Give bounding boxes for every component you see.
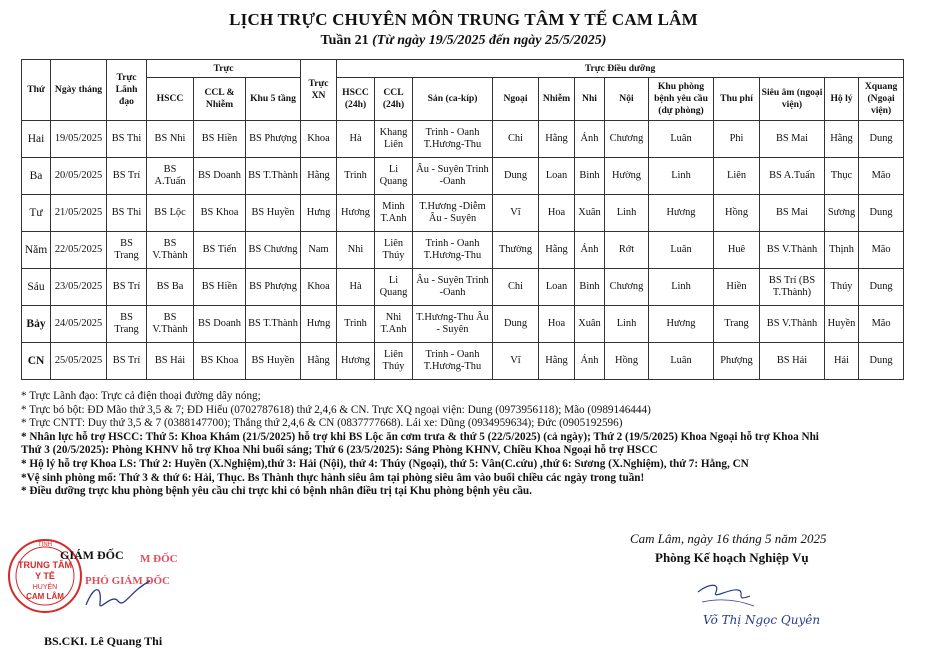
cell-ccl24: Liên Thúy xyxy=(375,343,413,380)
cell-sieu-am: BS V.Thành xyxy=(760,232,825,269)
cell-noi: Chương xyxy=(605,269,649,306)
cell-nhiem: Loan xyxy=(539,269,575,306)
cell-ccl24: Liên Thúy xyxy=(375,232,413,269)
cell-noi: Linh xyxy=(605,195,649,232)
cell-nhi: Ánh xyxy=(575,343,605,380)
cell-xquang: Mão xyxy=(859,232,904,269)
header-nursing: Trực Điều dưỡng xyxy=(337,60,904,78)
cell-xquang: Dung xyxy=(859,121,904,158)
cell-san: T.Hương -Diễm Âu - Suyên xyxy=(413,195,493,232)
cell-ngoai: Chi xyxy=(493,121,539,158)
cell-nhiem: Loan xyxy=(539,158,575,195)
cell-ccl24: Li Quang xyxy=(375,158,413,195)
note-line: * Trực bó bột: ĐD Mão thứ 3,5 & 7; ĐD Hiếu (0702787618) thứ 2,4,6 & CN. Trực XQ ngoại viện: Dung (0973956118); Mão (0989146444) xyxy=(21,403,651,416)
cell-day: Ba xyxy=(22,158,51,195)
cell-ccl: BS Khoa xyxy=(194,195,246,232)
table-row xyxy=(22,343,904,380)
cell-ngoai: Dung xyxy=(493,306,539,343)
cell-ho-ly: Hải xyxy=(825,343,859,380)
cell-xquang: Dung xyxy=(859,269,904,306)
note-line: * Trực Lãnh đạo: Trực cả điện thoại đường dây nóng; xyxy=(21,390,261,402)
cell-ho-ly: Huyền xyxy=(825,306,859,343)
cell-ccl: BS Tiến xyxy=(194,232,246,269)
cell-leader: BS Trí xyxy=(107,343,147,380)
note-line: * Hộ lý hỗ trợ Khoa LS: Thứ 2: Huyền (X.Nghiệm),thứ 3: Hải (Nội), thứ 4: Thúy (Ngoại), thứ 5: Vân(C.cứu) ,thứ 6: Sương (X.Nghiệm), thứ 7: Hằng, CN xyxy=(21,457,749,470)
schedule-rows xyxy=(22,121,904,380)
cell-noi: Hồng xyxy=(605,343,649,380)
cell-sieu-am: BS Mai xyxy=(760,195,825,232)
header-nhi: Nhi xyxy=(575,78,605,121)
cell-thu-phi: Huê xyxy=(714,232,760,269)
note-line: * Điều dưỡng trực khu phòng bệnh yêu cầu chỉ trực khi có bệnh nhân điều trị tại Khu phòng bệnh yêu cầu. xyxy=(21,485,532,498)
cell-date: 22/05/2025 xyxy=(51,232,107,269)
cell-nhi: Bình xyxy=(575,158,605,195)
cell-date: 20/05/2025 xyxy=(51,158,107,195)
cell-xn: Nam xyxy=(301,232,337,269)
header-ho-ly: Hộ lý xyxy=(825,78,859,121)
cell-ngoai: Chi xyxy=(493,269,539,306)
cell-khu-phong: Hương xyxy=(649,306,714,343)
cell-nhiem: Hoa xyxy=(539,195,575,232)
cell-ccl: BS Hiền xyxy=(194,269,246,306)
table-row xyxy=(22,121,904,158)
department-name: Phòng Kế hoạch Nghiệp Vụ xyxy=(655,550,809,565)
cell-date: 19/05/2025 xyxy=(51,121,107,158)
header-ccl24: CCL (24h) xyxy=(375,78,413,121)
cell-khu5: BS Chương xyxy=(246,232,301,269)
header-hscc24: HSCC (24h) xyxy=(337,78,375,121)
header-xquang: Xquang (Ngoại viện) xyxy=(859,78,904,121)
svg-text:TRUNG TÂM: TRUNG TÂM xyxy=(18,560,72,570)
cell-thu-phi: Hồng xyxy=(714,195,760,232)
cell-day: Tư xyxy=(22,195,51,232)
cell-nhiem: Hằng xyxy=(539,232,575,269)
cell-day: Bảy xyxy=(22,306,51,343)
cell-khu5: BS Phượng xyxy=(246,121,301,158)
signer-left-name: BS.CKI. Lê Quang Thi xyxy=(44,634,163,648)
cell-day: Sáu xyxy=(22,269,51,306)
cell-nhiem: Hằng xyxy=(539,121,575,158)
cell-nhi: Ánh xyxy=(575,121,605,158)
cell-sieu-am: BS Hải xyxy=(760,343,825,380)
header-noi: Nội xyxy=(605,78,649,121)
cell-nhi: Ánh xyxy=(575,232,605,269)
cell-khu-phong: Luân xyxy=(649,232,714,269)
cell-sieu-am: BS Trí (BS T.Thành) xyxy=(760,269,825,306)
svg-text:TỈNH: TỈNH xyxy=(38,542,52,548)
cell-nhiem: Hoa xyxy=(539,306,575,343)
header-leader: Trực Lãnh đạo xyxy=(107,60,147,121)
cell-xquang: Dung xyxy=(859,343,904,380)
cell-day: CN xyxy=(22,343,51,380)
cell-ho-ly: Thục xyxy=(825,158,859,195)
notes xyxy=(21,390,921,499)
cell-date: 24/05/2025 xyxy=(51,306,107,343)
cell-ho-ly: Sương xyxy=(825,195,859,232)
cell-khu5: BS Phượng xyxy=(246,269,301,306)
cell-san: T.Hương-Thu Âu - Suyên xyxy=(413,306,493,343)
header-khu5: Khu 5 tầng xyxy=(246,78,301,121)
cell-ccl24: Khang Liên xyxy=(375,121,413,158)
cell-khu5: BS T.Thành xyxy=(246,306,301,343)
cell-san: Trinh - Oanh T.Hương-Thu xyxy=(413,121,493,158)
table-row xyxy=(22,158,904,195)
cell-hscc: BS Lộc xyxy=(147,195,194,232)
cell-ccl24: Minh T.Anh xyxy=(375,195,413,232)
cell-xquang: Dung xyxy=(859,195,904,232)
cell-hscc24: Trinh xyxy=(337,306,375,343)
signer-right-name: Võ Thị Ngọc Quyên xyxy=(703,613,821,627)
cell-xn: Hưng xyxy=(301,195,337,232)
cell-day: Năm xyxy=(22,232,51,269)
cell-date: 25/05/2025 xyxy=(51,343,107,380)
cell-sieu-am: BS Mai xyxy=(760,121,825,158)
cell-khu-phong: Linh xyxy=(649,158,714,195)
header-date: Ngày tháng xyxy=(51,60,107,121)
cell-thu-phi: Phượng xyxy=(714,343,760,380)
cell-hscc: BS Hải xyxy=(147,343,194,380)
cell-san: Trinh - Oanh T.Hương-Thu xyxy=(413,343,493,380)
cell-khu5: BS Huyền xyxy=(246,343,301,380)
cell-nhiem: Hằng xyxy=(539,343,575,380)
place-date: Cam Lâm, ngày 16 tháng 5 năm 2025 xyxy=(630,531,827,546)
cell-ho-ly: Hằng xyxy=(825,121,859,158)
cell-hscc24: Trinh xyxy=(337,158,375,195)
cell-hscc24: Hương xyxy=(337,195,375,232)
cell-thu-phi: Liên xyxy=(714,158,760,195)
header-ccl-nhiem: CCL & Nhiễm xyxy=(194,78,246,121)
cell-noi: Linh xyxy=(605,306,649,343)
cell-nhi: Xuân xyxy=(575,306,605,343)
cell-xn: Khoa xyxy=(301,121,337,158)
note-line: * Nhân lực hỗ trợ HSCC: Thứ 5: Khoa Khám (21/5/2025) hỗ trợ khi BS Lộc ăn cơm trưa & thứ 5 (22/5/2025) (cả ngày); Thứ 2 (19/5/2025) Khoa Ngoại hỗ trợ Khoa Nhi xyxy=(21,430,819,443)
svg-text:HUYỆN: HUYỆN xyxy=(32,584,58,591)
cell-ngoai: Vĩ xyxy=(493,343,539,380)
cell-san: Âu - Suyên Trinh -Oanh xyxy=(413,269,493,306)
cell-day: Hai xyxy=(22,121,51,158)
cell-ccl24: Nhi T.Anh xyxy=(375,306,413,343)
header-khu-phong: Khu phòng bệnh yêu cầu (dự phòng) xyxy=(649,78,714,121)
cell-xn: Hưng xyxy=(301,306,337,343)
header-hscc: HSCC xyxy=(147,78,194,121)
cell-sieu-am: BS A.Tuấn xyxy=(760,158,825,195)
cell-thu-phi: Trang xyxy=(714,306,760,343)
cell-hscc24: Nhi xyxy=(337,232,375,269)
cell-ngoai: Vĩ xyxy=(493,195,539,232)
table-row xyxy=(22,306,904,343)
cell-ccl24: Li Quang xyxy=(375,269,413,306)
cell-leader: BS Trang xyxy=(107,306,147,343)
document-title: LỊCH TRỰC CHUYÊN MÔN TRUNG TÂM Y TẾ CAM LÂM xyxy=(229,10,698,29)
table-row xyxy=(22,269,904,306)
cell-khu-phong: Linh xyxy=(649,269,714,306)
note-line: Thứ 3 (20/5/2025): Phòng KHNV hỗ trợ Khoa Nhi buổi sáng; Thứ 6 (23/5/2025): Sáng Phòng KHNV, Chiều Khoa Ngoại hỗ trợ HSCC xyxy=(21,444,658,457)
cell-hscc: BS V.Thành xyxy=(147,232,194,269)
cell-ccl: BS Doanh xyxy=(194,306,246,343)
red-seal-icon xyxy=(3,530,83,630)
header-thu-phi: Thu phí xyxy=(714,78,760,121)
cell-date: 21/05/2025 xyxy=(51,195,107,232)
header-nhiem: Nhiễm xyxy=(539,78,575,121)
header-truc: Trực xyxy=(147,60,301,78)
cell-hscc: BS Ba xyxy=(147,269,194,306)
header-sieu-am: Siêu âm (ngoại viện) xyxy=(760,78,825,121)
header-ngoai: Ngoại xyxy=(493,78,539,121)
deputy-stamp-line: M ĐỐC xyxy=(140,553,178,565)
cell-noi: Rớt xyxy=(605,232,649,269)
signature-left-icon xyxy=(80,575,160,620)
cell-date: 23/05/2025 xyxy=(51,269,107,306)
cell-leader: BS Trí xyxy=(107,269,147,306)
week-label: Tuần 21 xyxy=(320,33,369,48)
deputy-stamp-line: PHÓ GIÁM ĐỐC xyxy=(85,575,170,587)
cell-ho-ly: Thịnh xyxy=(825,232,859,269)
note-line: *Vệ sinh phòng mổ: Thứ 3 & thứ 6: Hải, Thục. Bs Thành thực hành siêu âm tại phòng siêu âm vào buổi chiều các ngày trong tuần! xyxy=(21,471,645,484)
week-subtitle xyxy=(0,33,927,49)
cell-xquang: Mão xyxy=(859,306,904,343)
cell-xn: Hằng xyxy=(301,158,337,195)
cell-xn: Hằng xyxy=(301,343,337,380)
week-range: (Từ ngày 19/5/2025 đến ngày 25/5/2025) xyxy=(372,33,607,48)
cell-khu5: BS T.Thành xyxy=(246,158,301,195)
cell-noi: Chương xyxy=(605,121,649,158)
cell-hscc24: Hà xyxy=(337,121,375,158)
cell-khu5: BS Huyền xyxy=(246,195,301,232)
cell-noi: Hường xyxy=(605,158,649,195)
cell-thu-phi: Phi xyxy=(714,121,760,158)
cell-ccl: BS Hiền xyxy=(194,121,246,158)
svg-text:Y TẾ: Y TẾ xyxy=(35,571,55,581)
cell-nhi: Bình xyxy=(575,269,605,306)
cell-ho-ly: Thúy xyxy=(825,269,859,306)
cell-leader: BS Trí xyxy=(107,158,147,195)
table-row xyxy=(22,195,904,232)
cell-thu-phi: Hiền xyxy=(714,269,760,306)
cell-ccl: BS Doanh xyxy=(194,158,246,195)
cell-hscc24: Hà xyxy=(337,269,375,306)
cell-khu-phong: Luân xyxy=(649,343,714,380)
director-title: GIÁM ĐỐC xyxy=(60,548,124,562)
cell-ngoai: Thường xyxy=(493,232,539,269)
cell-san: Trinh - Oanh T.Hương-Thu xyxy=(413,232,493,269)
cell-san: Âu - Suyên Trinh -Oanh xyxy=(413,158,493,195)
note-line: * Trực CNTT: Duy thứ 3,5 & 7 (0388147700); Thắng thứ 2,4,6 & CN (0837777668). Lái xe: Dũng (0934959634); Đức (0905192596) xyxy=(21,417,623,430)
cell-leader: BS Thi xyxy=(107,195,147,232)
cell-leader: BS Thi xyxy=(107,121,147,158)
cell-hscc: BS A.Tuấn xyxy=(147,158,194,195)
header-san: Sản (ca-kíp) xyxy=(413,78,493,121)
cell-xn: Khoa xyxy=(301,269,337,306)
cell-xquang: Mão xyxy=(859,158,904,195)
duty-schedule-table xyxy=(21,59,904,380)
cell-khu-phong: Luân xyxy=(649,121,714,158)
cell-leader: BS Trang xyxy=(107,232,147,269)
table-row xyxy=(22,232,904,269)
cell-sieu-am: BS V.Thành xyxy=(760,306,825,343)
cell-hscc24: Hương xyxy=(337,343,375,380)
cell-ccl: BS Khoa xyxy=(194,343,246,380)
header-day: Thứ xyxy=(22,60,51,121)
cell-nhi: Xuân xyxy=(575,195,605,232)
signature-right-icon xyxy=(690,578,760,614)
cell-ngoai: Dung xyxy=(493,158,539,195)
header-xn: Trực XN xyxy=(301,60,337,121)
svg-text:CAM LÂM: CAM LÂM xyxy=(26,592,64,601)
cell-hscc: BS V.Thành xyxy=(147,306,194,343)
cell-khu-phong: Hương xyxy=(649,195,714,232)
cell-hscc: BS Nhi xyxy=(147,121,194,158)
